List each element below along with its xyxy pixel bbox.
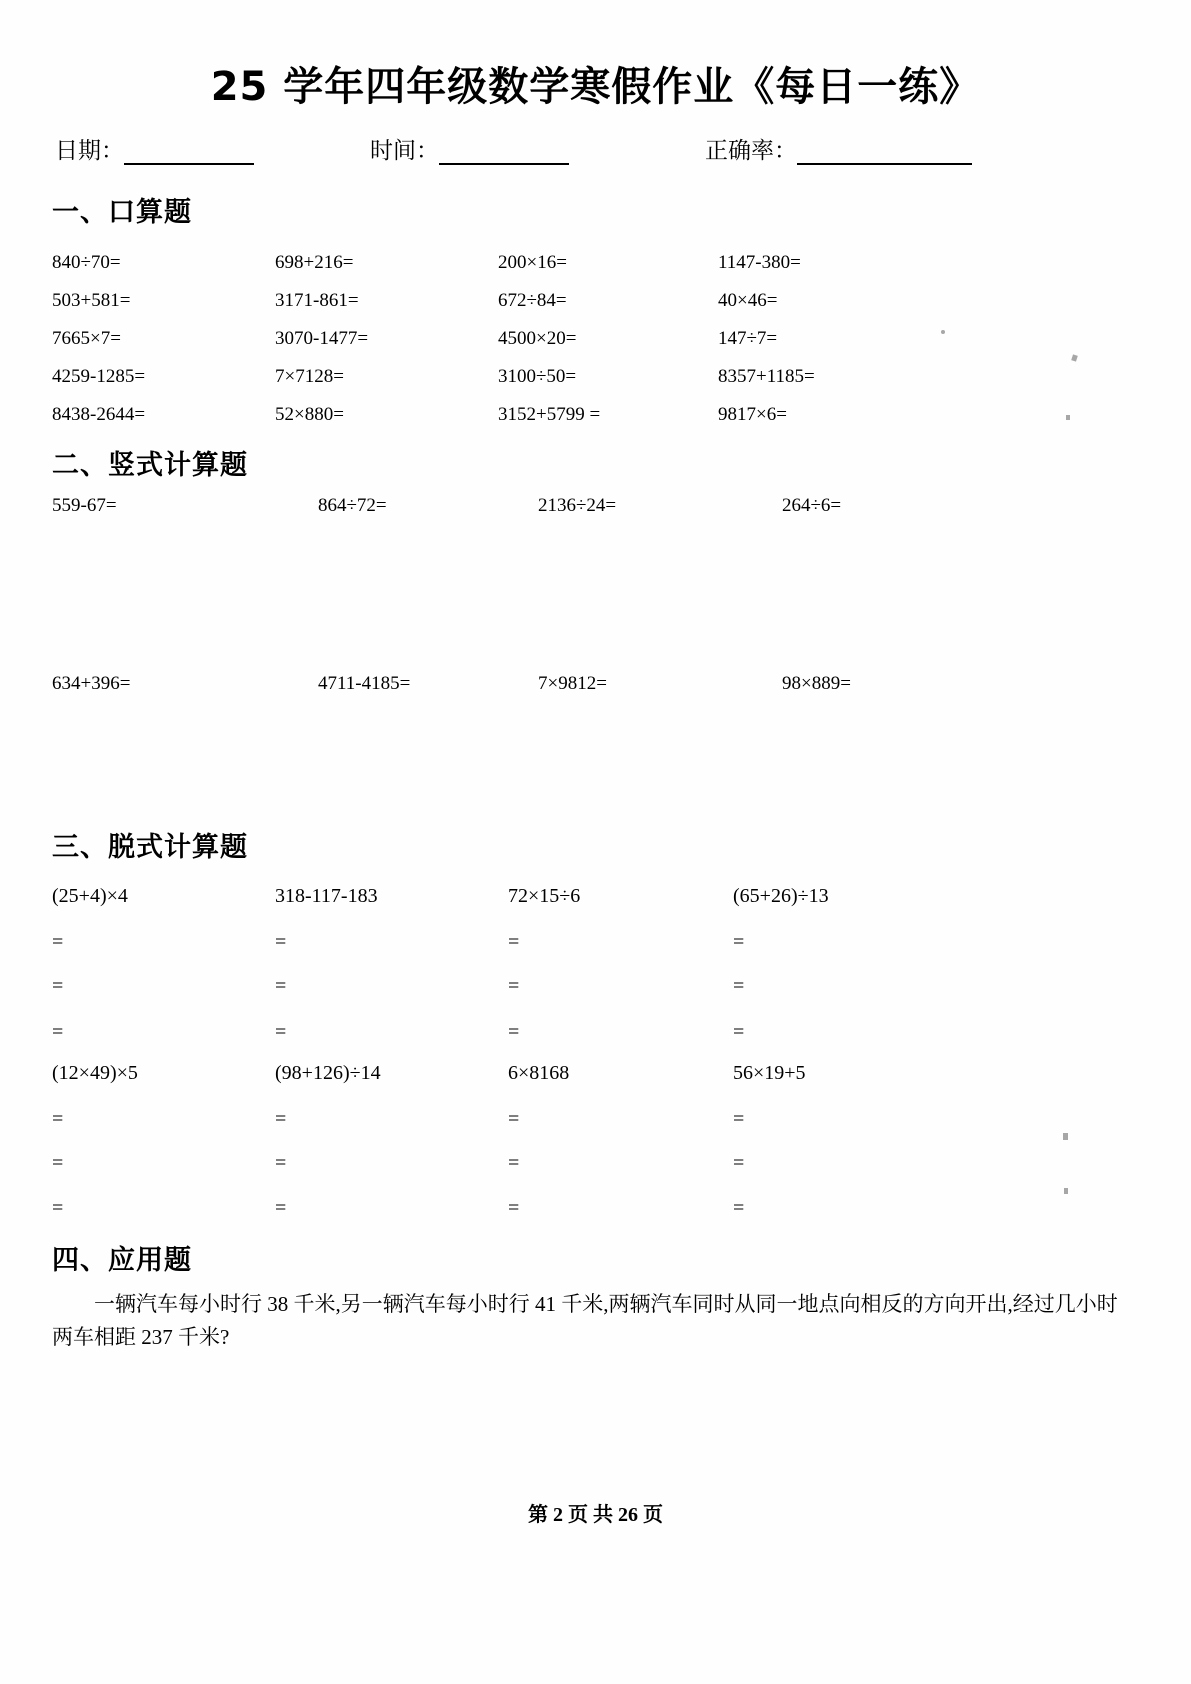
- stepwise-equals-line: =: [275, 1021, 287, 1043]
- page-title: 25 学年四年级数学寒假作业《每日一练》: [210, 64, 981, 110]
- vertical-problem: 98×889=: [782, 673, 851, 694]
- section-heading-stepwise: 三、脱式计算题: [52, 832, 248, 863]
- oral-problem: 40×46=: [718, 290, 778, 311]
- stepwise-equals-line: =: [733, 1197, 745, 1219]
- application-problem-text: 一辆汽车每小时行 38 千米,另一辆汽车每小时行 41 千米,两辆汽车同时从同一地点向相反的方向开出,经过几小时两车相距 237 千米?: [52, 1292, 1118, 1349]
- stepwise-equals-line: =: [508, 1152, 520, 1174]
- vertical-problem: 559-67=: [52, 495, 117, 516]
- time-label: 时间：: [370, 137, 439, 163]
- vertical-problem: 264÷6=: [782, 495, 842, 516]
- stepwise-equals-line: =: [275, 1152, 287, 1174]
- oral-problem: 3100÷50=: [498, 366, 577, 387]
- meta-row: [55, 132, 1135, 166]
- stepwise-equals-line: =: [508, 1108, 520, 1130]
- oral-problem: 672÷84=: [498, 290, 567, 311]
- stepwise-equals-line: =: [733, 1021, 745, 1043]
- stepwise-equals-line: =: [52, 1021, 64, 1043]
- stepwise-problem: 56×19+5: [733, 1062, 806, 1084]
- oral-problem: 698+216=: [275, 252, 354, 273]
- stepwise-equals-line: =: [275, 1108, 287, 1130]
- time-field[interactable]: [370, 132, 569, 165]
- stepwise-equals-line: =: [508, 931, 520, 953]
- stepwise-equals-line: =: [733, 1152, 745, 1174]
- date-blank[interactable]: [124, 143, 254, 165]
- oral-problem: 52×880=: [275, 404, 344, 425]
- scan-speckle-icon: [941, 330, 945, 334]
- stepwise-equals-line: =: [52, 1108, 64, 1130]
- stepwise-equals-line: =: [52, 1197, 64, 1219]
- oral-problem: 1147-380=: [718, 252, 801, 273]
- oral-problem: 840÷70=: [52, 252, 121, 273]
- stepwise-equals-line: =: [275, 1197, 287, 1219]
- page-footer: 第 2 页 共 26 页: [528, 1504, 663, 1526]
- stepwise-equals-line: =: [733, 1108, 745, 1130]
- stepwise-problem: (65+26)÷13: [733, 885, 829, 907]
- stepwise-equals-line: =: [508, 975, 520, 997]
- oral-problem: 4259-1285=: [52, 366, 146, 387]
- oral-problem: 4500×20=: [498, 328, 577, 349]
- stepwise-equals-line: =: [508, 1197, 520, 1219]
- stepwise-problem: 318-117-183: [275, 885, 378, 907]
- scan-speckle-icon: [1064, 1188, 1068, 1194]
- vertical-problem: 7×9812=: [538, 673, 607, 694]
- stepwise-problem: 6×8168: [508, 1062, 570, 1084]
- stepwise-problem: (12×49)×5: [52, 1062, 138, 1084]
- date-field[interactable]: [55, 132, 254, 165]
- stepwise-equals-line: =: [275, 931, 287, 953]
- oral-problem: 3070-1477=: [275, 328, 369, 349]
- stepwise-equals-line: =: [733, 975, 745, 997]
- accuracy-field[interactable]: [705, 132, 972, 165]
- scan-speckle-icon: [1071, 354, 1078, 361]
- stepwise-problem: (25+4)×4: [52, 885, 128, 907]
- vertical-problem: 2136÷24=: [538, 495, 617, 516]
- vertical-problem: 4711-4185=: [318, 673, 411, 694]
- stepwise-equals-line: =: [733, 931, 745, 953]
- section-heading-vertical: 二、竖式计算题: [52, 450, 248, 481]
- date-label: 日期：: [55, 137, 124, 163]
- stepwise-problem: (98+126)÷14: [275, 1062, 381, 1084]
- oral-problem: 3171-861=: [275, 290, 359, 311]
- stepwise-equals-line: =: [52, 1152, 64, 1174]
- scan-speckle-icon: [1063, 1133, 1068, 1140]
- stepwise-equals-line: =: [508, 1021, 520, 1043]
- accuracy-label: 正确率：: [705, 137, 797, 163]
- oral-problem: 8357+1185=: [718, 366, 815, 387]
- oral-problem: 8438-2644=: [52, 404, 146, 425]
- oral-problem: 503+581=: [52, 290, 131, 311]
- section-heading-application: 四、应用题: [52, 1245, 192, 1276]
- stepwise-problem: 72×15÷6: [508, 885, 581, 907]
- oral-problem: 147÷7=: [718, 328, 778, 349]
- oral-problem: 3152+5799 =: [498, 404, 601, 425]
- oral-problem: 7×7128=: [275, 366, 344, 387]
- stepwise-equals-line: =: [52, 931, 64, 953]
- vertical-problem: 864÷72=: [318, 495, 387, 516]
- accuracy-blank[interactable]: [797, 143, 972, 165]
- stepwise-equals-line: =: [52, 975, 64, 997]
- oral-problem: 9817×6=: [718, 404, 787, 425]
- time-blank[interactable]: [439, 143, 569, 165]
- oral-problem: 200×16=: [498, 252, 567, 273]
- oral-problem: 7665×7=: [52, 328, 121, 349]
- stepwise-equals-line: =: [275, 975, 287, 997]
- section-heading-oral: 一、口算题: [52, 197, 192, 228]
- scan-speckle-icon: [1066, 415, 1070, 420]
- vertical-problem: 634+396=: [52, 673, 131, 694]
